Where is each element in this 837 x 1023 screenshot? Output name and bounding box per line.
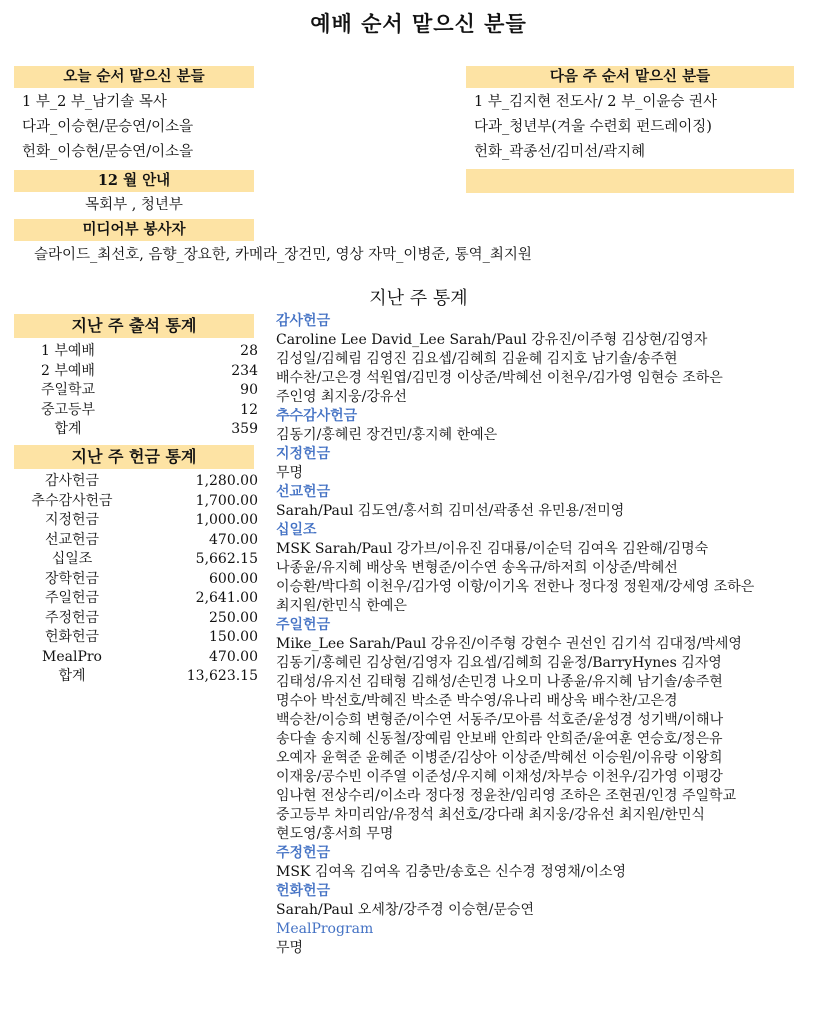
stat-row: [0, 342, 270, 361]
stat-value: 28: [240, 343, 258, 359]
stat-value: 1,700.00: [195, 492, 258, 509]
donor-line: 현도영/홍서희 무명: [276, 826, 394, 842]
donor-line: 최지원/한민식 한예은: [276, 598, 407, 614]
today-line: 1 부_2 부_남기솔 목사: [22, 94, 167, 110]
donor-category-title: 추수감사헌금: [276, 408, 358, 424]
donor-category-title: 십일조: [276, 522, 317, 538]
december-text: 목회부 , 청년부: [85, 197, 183, 213]
donor-line: Mike_Lee Sarah/Paul 강유진/이주형 강현수 권선인 김기석 김대정/박세영: [276, 636, 742, 652]
donor-category-title: 선교헌금: [276, 484, 331, 500]
stat-value: 2,641.00: [195, 590, 258, 606]
today-line: 헌화_이승현/문승연/이소을: [22, 144, 194, 160]
media-header: 미디어부 봉사자: [14, 219, 254, 241]
stat-row: [0, 648, 270, 667]
stat-label: 합계: [54, 421, 82, 437]
stat-value: 150.00: [209, 629, 258, 645]
today-header: 오늘 순서 맡으신 분들: [14, 66, 254, 88]
stat-value: 1,280.00: [195, 473, 258, 489]
stat-value: 600.00: [209, 570, 258, 587]
stat-row: [0, 492, 270, 511]
donor-line: 중고등부 차미리암/유정석 최선호/강다래 최지웅/강유선 최지원/한민식: [276, 807, 705, 823]
stat-label: 헌화헌금: [44, 629, 100, 645]
offering-header: 지난 주 헌금 통계: [14, 445, 254, 469]
donor-list: [276, 312, 832, 958]
stat-value: 12: [240, 401, 258, 418]
stat-value: 234: [231, 362, 258, 379]
donor-category-title: 주정헌금: [276, 845, 331, 861]
stat-row: [0, 381, 270, 400]
stat-label: 중고등부: [40, 401, 96, 418]
donor-line: Caroline Lee David_Lee Sarah/Paul 강유진/이주형 김상현/김영자: [276, 332, 708, 348]
donor-line: 김동기/홍혜린 김상현/김영자 김요셉/김혜희 김윤정/BarryHynes 김자영: [276, 655, 722, 671]
donor-line: 무명: [276, 940, 304, 956]
page-title: 예배 순서 맡으신 분들: [310, 11, 527, 36]
stat-label: 합계: [58, 668, 86, 684]
stat-label: 1 부예배: [41, 343, 95, 359]
stat-label: 2 부예배: [41, 362, 95, 379]
stat-value: 359: [231, 421, 258, 437]
stat-value: 470.00: [209, 531, 258, 548]
stat-label: 주일헌금: [44, 590, 100, 606]
stat-label: 주정헌금: [44, 609, 100, 626]
stat-value: 1,000.00: [195, 512, 258, 528]
next-week-line: 1 부_김지현 전도사/ 2 부_이윤승 권사: [474, 94, 717, 110]
stat-row: [0, 472, 270, 491]
donor-category-title: 헌화헌금: [276, 883, 331, 899]
donor-line: 김태성/유지선 김태형 김해성/손민경 나오미 나종윤/유지혜 남기솔/송주현: [276, 674, 723, 690]
stat-label: 지정헌금: [44, 512, 100, 528]
donor-line: MSK Sarah/Paul 강가브/이유진 김대룡/이순덕 김여옥 김완해/김명숙: [276, 541, 709, 557]
donor-line: 이재웅/공수빈 이주열 이준성/우지혜 이채성/차부승 이천우/김가영 이평강: [276, 769, 723, 785]
attendance-header: 지난 주 출석 통계: [14, 314, 254, 338]
donor-line: 김성일/김혜림 김영진 김요셉/김혜희 김윤혜 김지호 남기솔/송주현: [276, 351, 678, 367]
donor-category-title: 지정헌금: [276, 446, 331, 462]
stat-row: [0, 511, 270, 530]
today-line: 다과_이승현/문승연/이소을: [22, 119, 194, 135]
donor-line: 나종윤/유지혜 배상욱 변형준/이수연 송옥규/하저희 이상준/박혜선: [276, 560, 678, 576]
donor-line: 송다솔 송지혜 신동철/장예림 안보배 안희라 안희준/윤여훈 연승호/정은유: [276, 731, 723, 747]
donor-line: Sarah/Paul 오세창/강주경 이승현/문승연: [276, 902, 534, 918]
stat-label: 감사헌금: [44, 473, 100, 489]
media-text: 슬라이드_최선호, 음향_장요한, 카메라_장건민, 영상 자막_이병준, 통역_최지원: [34, 247, 532, 263]
stat-label: MealPro: [42, 648, 102, 665]
donor-category-title: 감사헌금: [276, 313, 331, 329]
stat-label: 선교헌금: [44, 531, 100, 548]
next-week-line: 다과_청년부(겨울 수련회 펀드레이징): [474, 119, 712, 135]
stat-row: [0, 570, 270, 589]
next-week-header: 다음 주 순서 맡으신 분들: [466, 66, 794, 88]
stat-value: 5,662.15: [195, 551, 258, 567]
stat-value: 250.00: [209, 609, 258, 626]
stats-title: 지난 주 통계: [369, 288, 468, 309]
donor-line: 주인영 최지웅/강유선: [276, 389, 407, 405]
next-week-line: 헌화_곽종선/김미선/곽지혜: [474, 144, 646, 160]
stat-row: [0, 531, 270, 550]
donor-line: 오예자 윤혁준 윤혜준 이병준/김상아 이상준/박혜선 이승원/이유랑 이왕희: [276, 750, 723, 766]
stat-value: 90: [240, 382, 258, 398]
donor-line: 배수찬/고은경 석원엽/김민경 이상준/박혜선 이천우/김가영 임현승 조하은: [276, 370, 723, 386]
donor-category-title: 주일헌금: [276, 617, 331, 633]
donor-line: 이승환/박다희 이천우/김가영 이항/이기옥 전한나 정다정 정원재/강세영 조하은: [276, 579, 755, 595]
december-header: 12 월 안내: [14, 170, 254, 192]
stat-value: 13,623.15: [186, 668, 258, 684]
stat-row: [0, 401, 270, 420]
donor-line: 임나현 전상수리/이소라 정다정 정윤찬/임리영 조하은 조현권/인경 주일학교: [276, 788, 737, 804]
stat-row: [0, 589, 270, 608]
stat-label: 십일조: [51, 551, 93, 567]
donor-line: 백승찬/이승희 변형준/이수연 서동주/모아름 석호준/윤성경 성기백/이해나: [276, 712, 724, 728]
stat-row: [0, 420, 270, 439]
stat-row: [0, 362, 270, 381]
stat-row: [0, 609, 270, 628]
stat-label: 주일학교: [40, 382, 96, 398]
donor-line: Sarah/Paul 김도연/홍서희 김미선/곽종선 유민용/전미영: [276, 503, 625, 519]
donor-line: 명수아 박선호/박혜진 박소준 박수영/유나리 배상욱 배수찬/고은경: [276, 693, 678, 709]
donor-line: 김동기/홍혜린 장건민/홍지혜 한예은: [276, 427, 498, 443]
stat-row: [0, 667, 270, 686]
donor-category-title: MealProgram: [276, 921, 374, 937]
stat-value: 470.00: [209, 648, 258, 665]
stat-row: [0, 628, 270, 647]
donor-line: 무명: [276, 465, 304, 481]
donor-line: MSK 김여옥 김여옥 김충만/송호은 신수경 정영채/이소영: [276, 864, 627, 880]
stat-row: [0, 550, 270, 569]
next-week-empty-bar: [466, 169, 794, 193]
stat-label: 장학헌금: [44, 570, 100, 587]
stat-label: 추수감사헌금: [31, 492, 113, 509]
